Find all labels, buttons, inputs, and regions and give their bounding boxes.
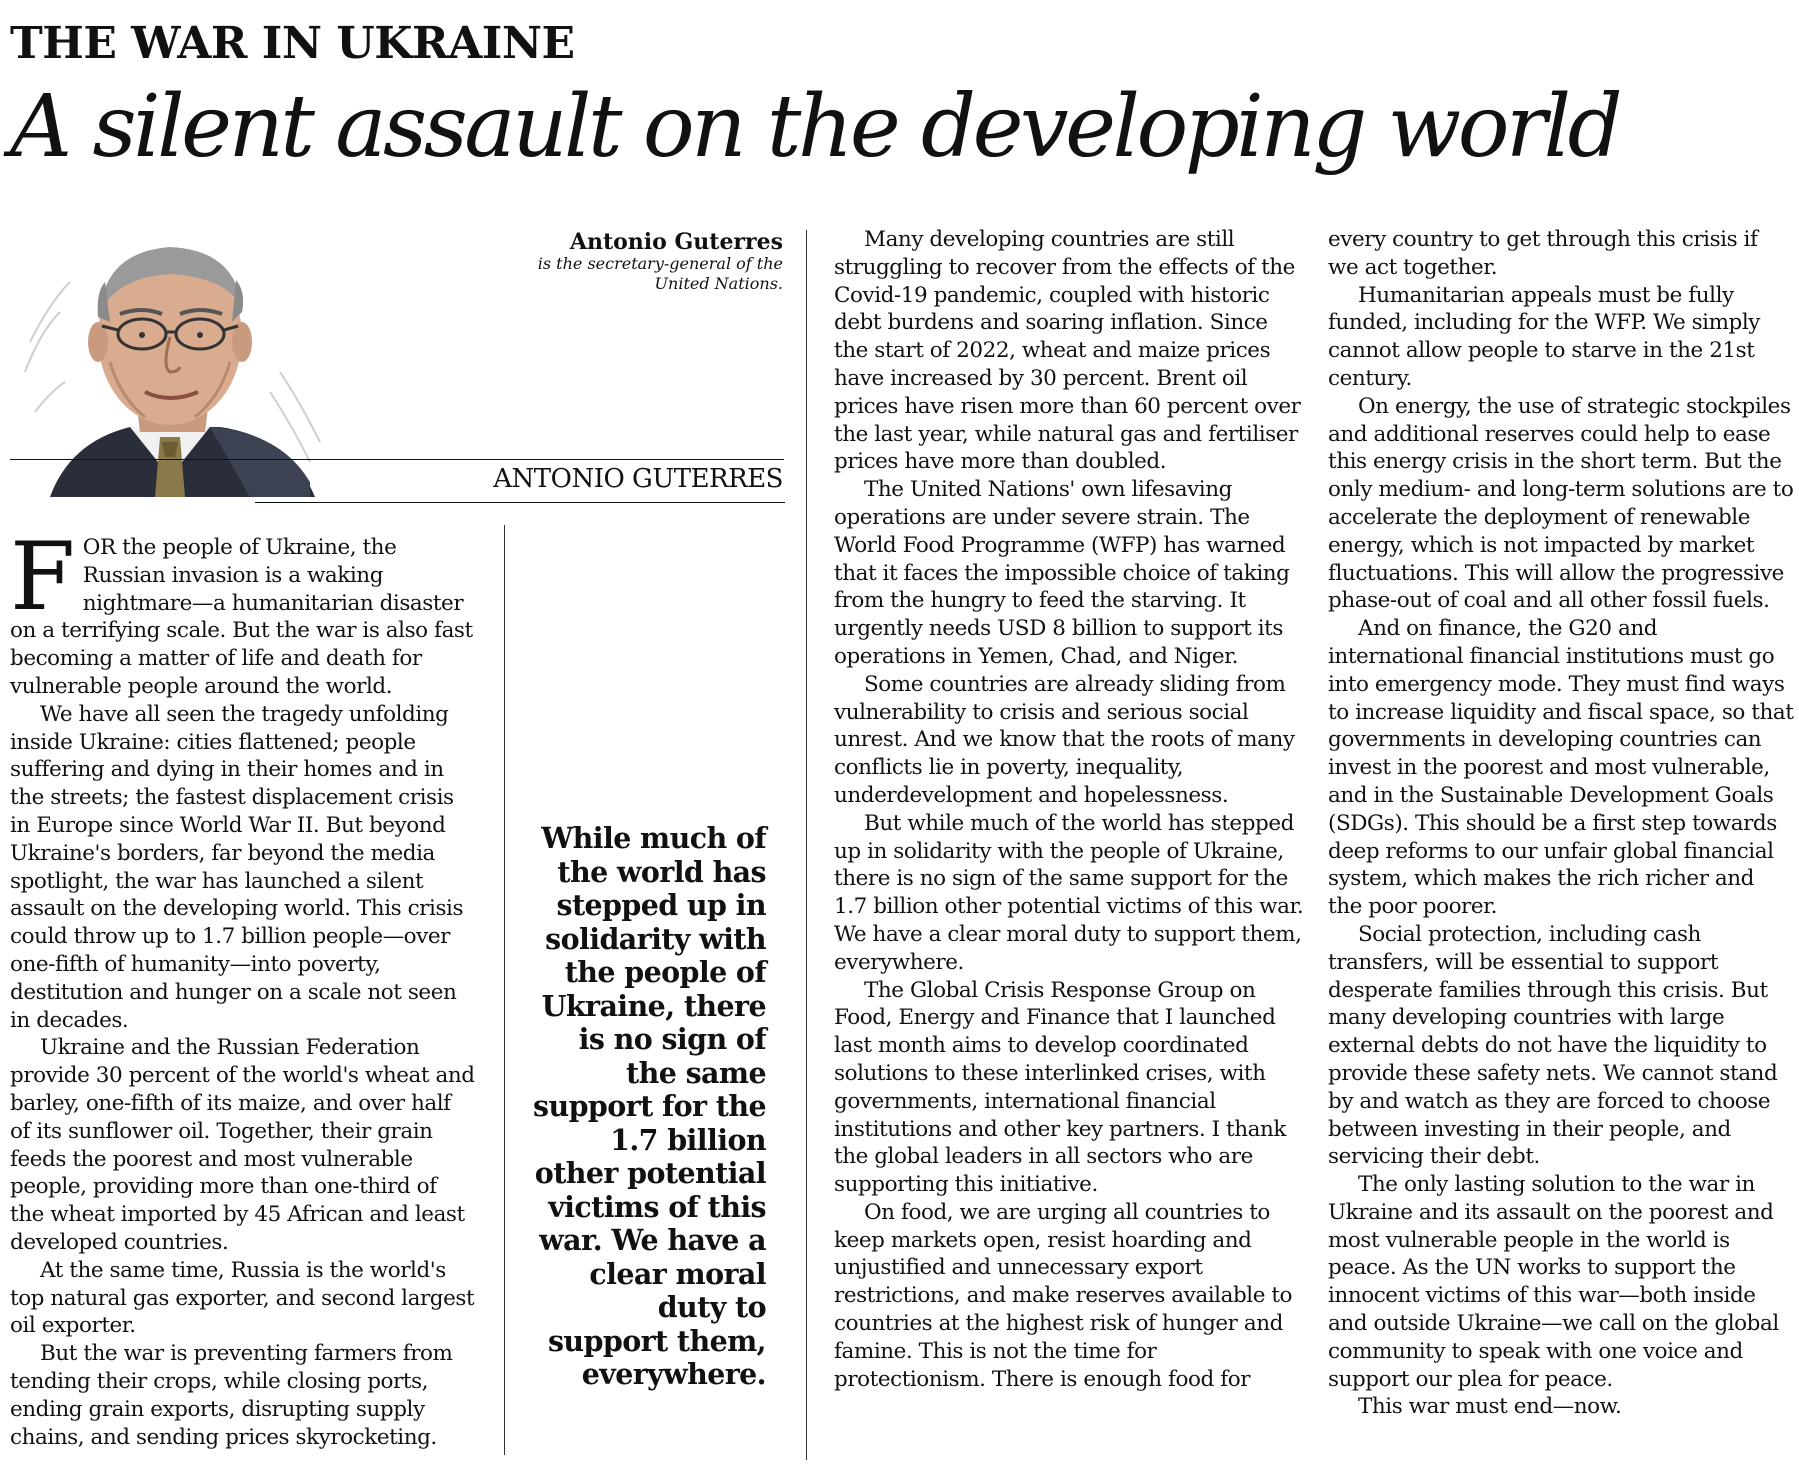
paragraph: But while much of the world has stepped up in solidarity with the people of Ukraine, there is no sign of the same support for the 1.7 billion other potential victims of this war. We have a clear moral duty to support them, everywhere.	[834, 810, 1304, 975]
paragraph: On energy, the use of strategic stockpiles and additional reserves could help to ease this energy crisis in the short term. But the only medium- and long-term solutions are to accelerate the deployment of renewable energy, which is not impacted by market fluctuations. This will allow the progressive phase-out of coal and all other fossil fuels.	[1328, 393, 1794, 614]
drop-cap: F	[10, 523, 75, 632]
paragraph: every country to get through this crisis if we act together.	[1328, 227, 1758, 280]
paragraph: Humanitarian appeals must be fully funded, including for the WFP. We simply cannot allow people to starve in the 21st century.	[1328, 282, 1760, 391]
byline-role: is the secretary-general of the United Nations.	[537, 254, 783, 294]
byline-name: Antonio Guterres	[569, 229, 783, 255]
kicker: THE WAR IN UKRAINE	[10, 18, 575, 69]
paragraph-text: OR the people of Ukraine, the Russian invasion is a waking nightmare—a humanitarian disaster on a terrifying scale. But the war is also fast becoming a matter of life and death for vulnerable people around the world.	[10, 535, 473, 699]
paragraph: Ukraine and the Russian Federation provide 30 percent of the world's wheat and barley, one-fifth of its maize, and over half of its sunflower oil. Together, their grain feeds the poorest and most vulnerable people, providing more than one-third of the wheat imported by 45 African and least developed countries.	[10, 1035, 475, 1255]
byline-rule	[10, 459, 784, 460]
pull-quote: While much of the world has stepped up in solidarity with the people of Ukraine, there is no sign of the same support for the 1.7 billion other potential victims of this war. We have a clear moral duty to support them, everywhere.	[533, 821, 766, 1391]
paragraph: But the war is preventing farmers from tending their crops, while closing ports, ending grain exports, disrupting supply chains, and sending prices skyrocketing.	[10, 1341, 453, 1450]
paragraph: Some countries are already sliding from vulnerability to crisis and serious social unrest. And we know that the roots of many conflicts lie in poverty, inequality, underdevelopment and hopelessness.	[834, 671, 1295, 808]
article-column-1	[10, 523, 476, 1451]
paragraph: The United Nations' own lifesaving operations are under severe strain. The World Food Programme (WFP) has warned that it faces the impossible choice of taking from the hungry to feed the starving. It urgently needs USD 8 billion to support its operations in Yemen, Chad, and Niger.	[834, 477, 1290, 669]
paragraph	[10, 523, 476, 701]
paragraph: Many developing countries are still struggling to recover from the effects of the Covid-19 pandemic, coupled with historic debt burdens and soaring inflation. Since the start of 2022, wheat and maize prices have increased by 30 percent. Brent oil prices have risen more than 60 percent over the last year, while natural gas and fertiliser prices have more than doubled.	[834, 227, 1301, 475]
paragraph: Social protection, including cash transfers, will be essential to support desperate families through this crisis. But many developing countries with large external debts do not have the liquidity to provide these safety nets. We cannot stand by and watch as they are forced to choose between investing in their people, and servicing their debt.	[1328, 921, 1778, 1170]
headline: A silent assault on the developing world	[10, 77, 1620, 177]
column-divider	[806, 230, 807, 1460]
paragraph: This war must end—now.	[1358, 1394, 1622, 1420]
paragraph: And on finance, the G20 and international financial institutions must go into emergency mode. They must find ways to increase liquidity and fiscal space, so that governments in developing countries can invest in the poorest and most vulnerable, and in the Sustainable Development Goals (SDGs). This should be a first step towards deep reforms to our unfair global financial system, which makes the rich richer and the poor poorer.	[1328, 616, 1794, 920]
paragraph: At the same time, Russia is the world's top natural gas exporter, and second largest oil exporter.	[10, 1257, 475, 1339]
column-divider	[504, 525, 505, 1455]
author-portrait	[10, 222, 330, 497]
article-column-2	[834, 226, 1304, 1393]
author-name-caps: ANTONIO GUTERRES	[493, 464, 783, 494]
paragraph: The Global Crisis Response Group on Food, Energy and Finance that I launched last month aims to develop coordinated solutions to these interlinked crises, with governments, international financial institutions and other key partners. I thank the global leaders in all sectors who are supporting this initiative.	[834, 977, 1286, 1198]
byline	[483, 230, 783, 294]
paragraph: On food, we are urging all countries to keep markets open, resist hoarding and unjustified and unnecessary export restrictions, and make reserves available to countries at the highest risk of hunger and famine. This is not the time for protectionism. There is enough food for	[834, 1199, 1293, 1392]
paragraph: We have all seen the tragedy unfolding inside Ukraine: cities flattened; people suffering and dying in their homes and in the streets; the fastest displacement crisis in Europe since World War II. But beyond Ukraine's borders, far beyond the media spotlight, the war has launched a silent assault on the developing world. This crisis could throw up to 1.7 billion people—over one-fifth of humanity—into poverty, destitution and hunger on a scale not seen in decades.	[10, 701, 464, 1033]
byline-rule-top	[255, 502, 785, 503]
paragraph: The only lasting solution to the war in Ukraine and its assault on the poorest and most vulnerable people in the world is peace. As the UN works to support the innocent victims of this war—both inside and outside Ukraine—we call on the global community to speak with one voice and support our plea for peace.	[1328, 1172, 1779, 1392]
article-column-3	[1328, 226, 1794, 1421]
